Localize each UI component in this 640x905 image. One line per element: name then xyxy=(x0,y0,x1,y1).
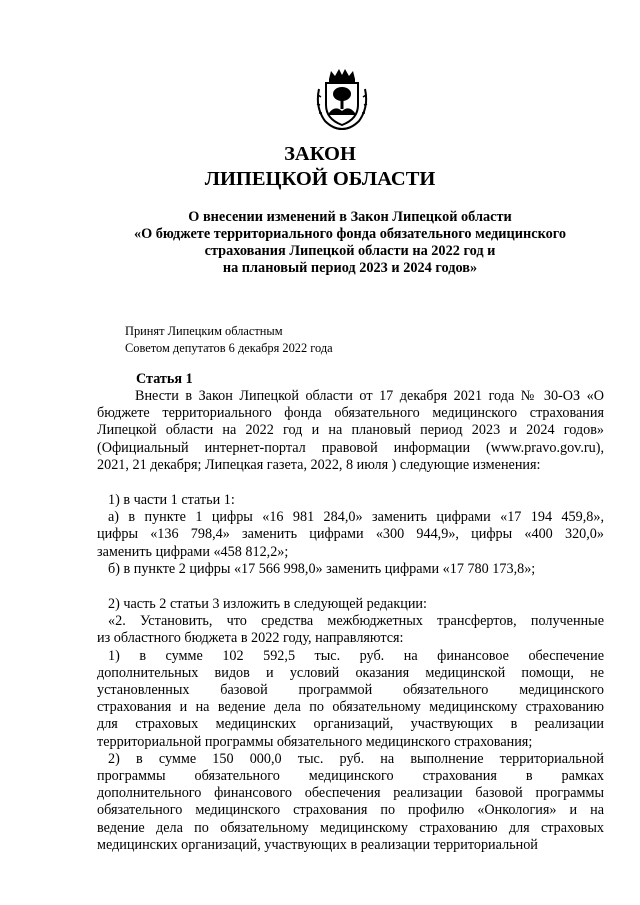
subject-line: страхования Липецкой области на 2022 год и xyxy=(204,243,496,259)
subject-line: на плановый период 2023 и 2024 годов» xyxy=(222,260,478,276)
article-item-1 xyxy=(97,492,604,578)
text-line: Внести в Закон Липецкой области от 17 декабря 2021 года № 30-ОЗ «О xyxy=(135,388,604,404)
region-title: ЛИПЕЦКОЙ ОБЛАСТИ xyxy=(204,168,436,190)
law-subject xyxy=(100,209,600,277)
text-line: из областного бюджета в 2022 году, направляются: xyxy=(97,630,404,647)
law-title: ЗАКОН xyxy=(284,143,356,165)
text-line: цифры «136 798,4» заменить цифрами «300 944,9», цифры «400 320,0» xyxy=(97,526,604,543)
article-intro xyxy=(97,388,604,474)
text-line: программы обязательного медицинского страхования в рамках xyxy=(97,768,604,785)
text-line: 2021, 21 декабря; Липецкая газета, 2022, 8 июля ) следующие изменения: xyxy=(97,456,541,473)
text-line: бюджете территориального фонда обязательного медицинского страхования xyxy=(97,405,604,422)
lipetsk-coat-of-arms-icon xyxy=(311,67,373,131)
adoption-line: Советом депутатов 6 декабря 2022 года xyxy=(125,341,333,355)
text-line: Липецкой области на 2022 год и на плановый период 2023 и 2024 годов» xyxy=(97,422,604,439)
text-line: б) в пункте 2 цифры «17 566 998,0» заменить цифрами «17 780 173,8»; xyxy=(108,560,536,577)
adoption-note xyxy=(125,323,333,357)
text-line: установленных базовой программой обязательного медицинского xyxy=(97,682,604,699)
text-line: для страховых медицинских организаций, участвующих в реализации xyxy=(97,716,604,733)
text-line: 2) часть 2 статьи 3 изложить в следующей редакции: xyxy=(108,596,427,612)
text-line: медицинских организаций, участвующих в реализации территориальной xyxy=(97,836,538,853)
text-line: заменить цифрами «458 812,2»; xyxy=(97,543,289,560)
text-line: «2. Установить, что средства межбюджетных трансфертов, полученные xyxy=(108,613,604,630)
adoption-line: Принят Липецким областным xyxy=(125,324,283,338)
text-line: дополнительного финансового обеспечения реализации базовой программы xyxy=(97,785,604,802)
text-line: 1) в части 1 статьи 1: xyxy=(108,492,235,508)
text-line: а) в пункте 1 цифры «16 981 284,0» заменить цифрами «17 194 459,8», xyxy=(108,509,604,526)
article-item-2 xyxy=(97,596,604,854)
text-line: 1) в сумме 102 592,5 тыс. руб. на финансовое обеспечение xyxy=(108,647,604,664)
text-line: ведение дела по обязательному медицинскому страхованию для страховых xyxy=(97,819,604,836)
subject-line: О внесении изменений в Закон Липецкой области xyxy=(188,209,512,225)
text-line: 2) в сумме 150 000,0 тыс. руб. на выполнение территориальной xyxy=(108,750,604,767)
subject-line: «О бюджете территориального фонда обязательного медицинского xyxy=(133,226,567,242)
text-line: территориальной программы обязательного медицинского страхования; xyxy=(97,733,533,750)
text-line: дополнительных видов и условий оказания медицинской помощи, не xyxy=(97,664,604,681)
text-line: страхования и на ведение дела по обязательному медицинскому страхованию xyxy=(97,699,604,716)
text-line: обязательного медицинского страхования по профилю «Онкология» и на xyxy=(97,802,604,819)
text-line: (Официальный интернет-портал правовой информации (www.pravo.gov.ru), xyxy=(97,439,604,456)
article-heading: Статья 1 xyxy=(136,371,193,387)
